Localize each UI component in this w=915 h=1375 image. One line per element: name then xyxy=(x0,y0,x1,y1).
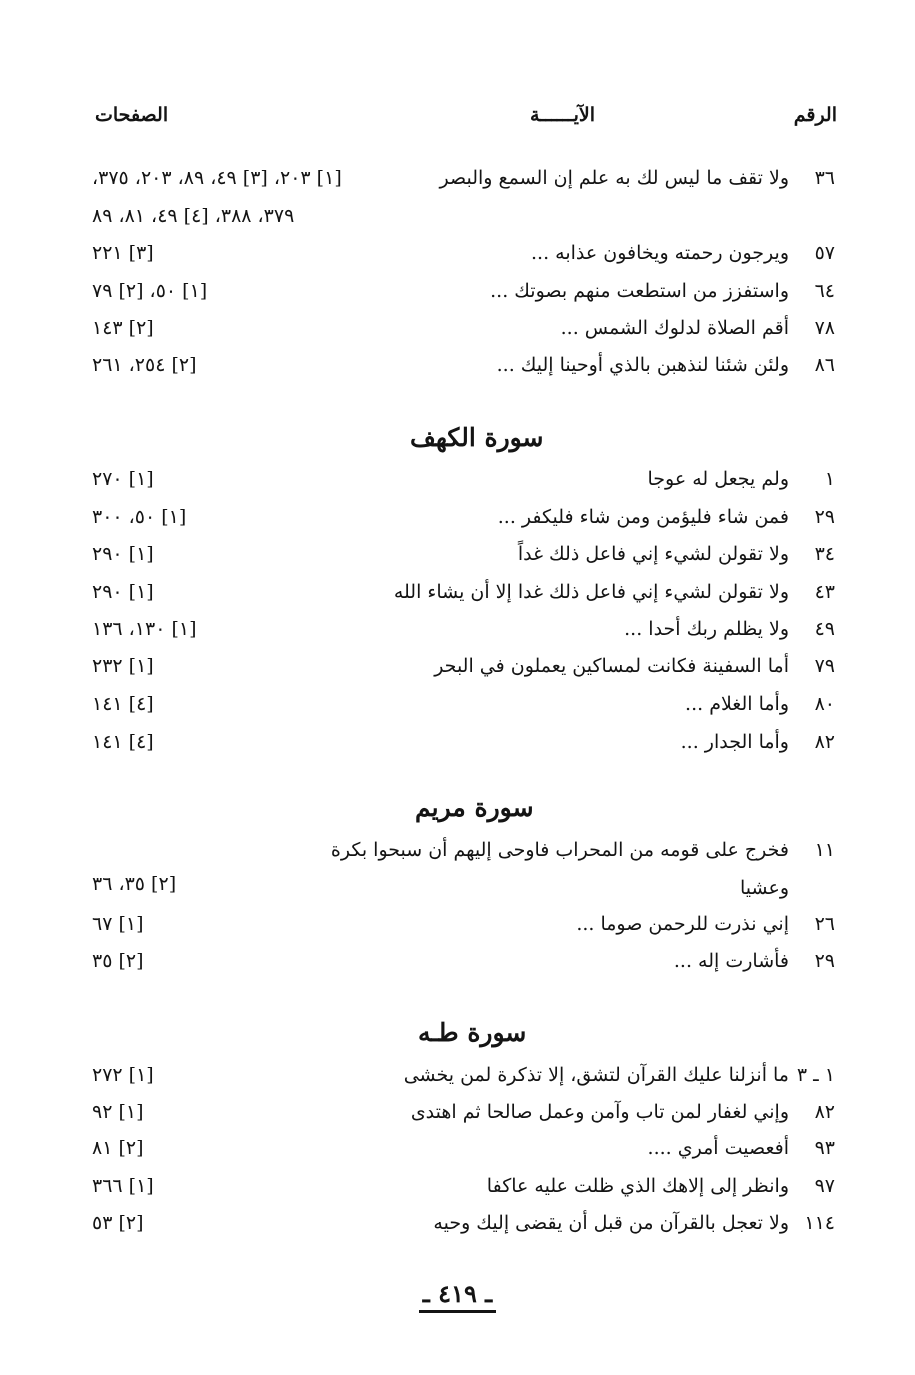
page-refs: [١] ٢٠٣، [٣] ٤٩، ٨٩، ٢٠٣، ٣٧٥، xyxy=(92,167,342,189)
verse-number: ٣٦ xyxy=(814,167,835,189)
page-refs: [٢] ٥٣ xyxy=(92,1212,144,1234)
verse-number: ٩٣ xyxy=(814,1137,835,1159)
table-row xyxy=(0,692,915,718)
table-row xyxy=(0,1100,915,1126)
verse-text: وأما الغلام ... xyxy=(685,693,789,715)
header-pages: الصفحات xyxy=(95,104,169,126)
verse-text: فأشارت إله ... xyxy=(673,950,789,972)
verse-text: وأما الجدار ... xyxy=(680,731,789,753)
table-row xyxy=(0,580,915,606)
verse-number: ١١٤ xyxy=(804,1212,835,1234)
table-row xyxy=(0,912,915,938)
verse-text: وإني لغفار لمن تاب وآمن وعمل صالحا ثم اهتدى xyxy=(410,1101,789,1123)
verse-text: وانظر إلى إلاهك الذي ظلت عليه عاكفا xyxy=(486,1175,789,1197)
verse-text-continued: وعشيا xyxy=(740,877,789,899)
page-refs: [١] ٣٦٦ xyxy=(92,1175,154,1197)
verse-text: ولم يجعل له عوجا xyxy=(647,468,789,490)
table-row xyxy=(0,1174,915,1200)
verse-text: ولا تقولن لشيء إني فاعل ذلك غدا إلا أن يشاء الله xyxy=(393,581,789,603)
verse-number: ٢٩ xyxy=(814,506,835,528)
table-row xyxy=(0,241,915,267)
verse-number: ٤٩ xyxy=(814,618,835,640)
table-row xyxy=(0,542,915,568)
verse-number: ٢٩ xyxy=(814,950,835,972)
verse-number: ٧٨ xyxy=(814,317,835,339)
header-verse: الآيــــــة xyxy=(530,104,595,126)
page-refs: [١] ٢٣٢ xyxy=(92,655,154,677)
page-refs: [٢] ٣٥ xyxy=(92,950,144,972)
sura-heading xyxy=(0,1017,915,1053)
sura-title: سورة الكهف xyxy=(410,423,544,452)
page-number-text: ـ ٤١٩ ـ xyxy=(419,1279,496,1313)
page-refs: [١] ٢٧٢ xyxy=(92,1064,154,1086)
sura-title: سورة طـه xyxy=(418,1018,527,1047)
page-refs-continued: ٣٧٩، ٣٨٨، [٤] ٤٩، ٨١، ٨٩ xyxy=(92,205,295,227)
verse-number: ٤٣ xyxy=(814,581,835,603)
verse-number: ٨٠ xyxy=(814,693,835,715)
table-row xyxy=(0,1136,915,1162)
sura-heading xyxy=(0,792,915,828)
verse-text: ولا يظلم ربك أحدا ... xyxy=(624,618,789,640)
verse-number: ١ xyxy=(824,468,835,490)
table-row xyxy=(0,353,915,379)
verse-text: ولا تقف ما ليس لك به علم إن السمع والبصر xyxy=(439,167,789,189)
verse-text: ولئن شئنا لنذهبن بالذي أوحينا إليك ... xyxy=(496,354,789,376)
page-refs: [١] ٩٢ xyxy=(92,1101,144,1123)
table-row xyxy=(0,617,915,643)
page-refs: [١] ٢٧٠ xyxy=(92,468,154,490)
verse-number: ٩٧ xyxy=(814,1175,835,1197)
verse-number: ٣٤ xyxy=(814,543,835,565)
page-refs: [٤] ١٤١ xyxy=(92,731,154,753)
page-refs: [٣] ٢٢١ xyxy=(92,242,154,264)
sura-heading xyxy=(0,422,915,458)
verse-number: ٨٦ xyxy=(814,354,835,376)
verse-number: ٨٢ xyxy=(814,1101,835,1123)
verse-text: فمن شاء فليؤمن ومن شاء فليكفر ... xyxy=(497,506,789,528)
verse-text: ما أنزلنا عليك القرآن لتشق، إلا تذكرة لمن يخشى xyxy=(403,1064,789,1086)
page-refs: [١] ٢٩٠ xyxy=(92,543,154,565)
header-number: الرقم xyxy=(793,104,837,126)
page-refs: [٢] ٨١ xyxy=(92,1137,144,1159)
table-row xyxy=(0,316,915,342)
verse-text: واستفزز من استطعت منهم بصوتك ... xyxy=(490,280,789,302)
table-header xyxy=(0,103,915,129)
verse-number: ٨٢ xyxy=(814,731,835,753)
verse-number: ٧٩ xyxy=(814,655,835,677)
table-row xyxy=(0,654,915,680)
verse-text: ويرجون رحمته ويخافون عذابه ... xyxy=(531,242,789,264)
page-refs: [٢] ١٤٣ xyxy=(92,317,154,339)
verse-text: أما السفينة فكانت لمساكين يعملون في البحر xyxy=(434,655,789,677)
table-row xyxy=(0,1063,915,1089)
page-refs: [٢] ٣٥، ٣٦ xyxy=(92,873,177,895)
table-row xyxy=(0,467,915,493)
page-refs: [١] ٢٩٠ xyxy=(92,581,154,603)
verse-text: ولا تقولن لشيء إني فاعل ذلك غداً xyxy=(517,543,789,565)
verse-text: فخرج على قومه من المحراب فاوحى إليهم أن سبحوا بكرة xyxy=(330,839,789,861)
table-row xyxy=(0,505,915,531)
verse-text: ولا تعجل بالقرآن من قبل أن يقضى إليك وحيه xyxy=(433,1212,789,1234)
verse-text: أقم الصلاة لدلوك الشمس ... xyxy=(560,317,789,339)
table-row xyxy=(0,838,915,902)
verse-text: إني نذرت للرحمن صوما ... xyxy=(576,913,789,935)
sura-title: سورة مريم xyxy=(415,793,534,822)
page-refs: [١] ٦٧ xyxy=(92,913,144,935)
verse-number: ٢٦ xyxy=(814,913,835,935)
page-refs: [١] ٥٠، ٣٠٠ xyxy=(92,506,187,528)
table-row xyxy=(0,730,915,756)
verse-text: أفعصيت أمري .... xyxy=(647,1137,789,1159)
page-refs: [٤] ١٤١ xyxy=(92,693,154,715)
page-refs: [١] ٥٠، [٢] ٧٩ xyxy=(92,280,208,302)
verse-number: ١ ـ ٣ xyxy=(796,1064,835,1086)
page-refs: [٢] ٢٥٤، ٢٦١ xyxy=(92,354,197,376)
page-refs: [١] ١٣٠، ١٣٦ xyxy=(92,618,197,640)
verse-number: ١١ xyxy=(814,839,835,861)
table-row xyxy=(0,949,915,975)
page-number xyxy=(0,1279,915,1308)
table-row xyxy=(0,1211,915,1237)
verse-number: ٥٧ xyxy=(814,242,835,264)
verse-number: ٦٤ xyxy=(814,280,835,302)
table-row xyxy=(0,166,915,226)
table-row xyxy=(0,279,915,305)
